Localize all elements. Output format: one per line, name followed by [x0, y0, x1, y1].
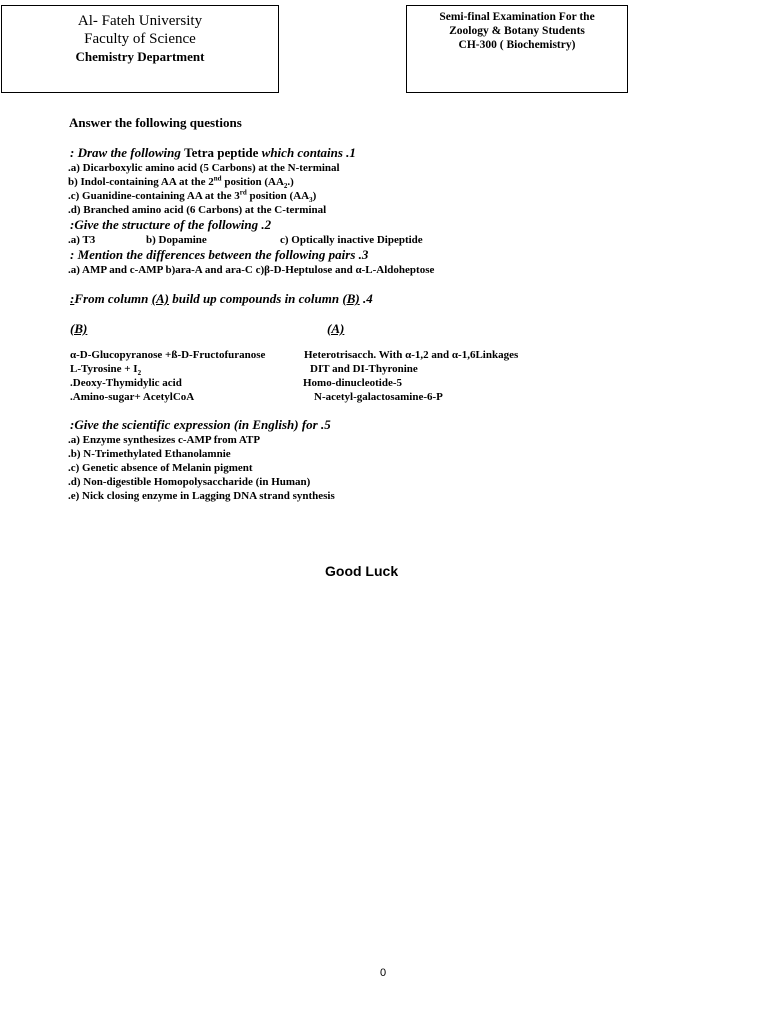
q4-row-2-b-sub: 2 [137, 369, 142, 378]
university-name: Al- Fateh University [77, 13, 203, 29]
column-a-heading: (A) [327, 321, 345, 336]
q1-b-text: b) Indol-containing AA at the 2 [68, 176, 214, 188]
exam-title-line2: Zoology & Botany Students [449, 25, 585, 37]
q4-row-4-b: .Amino-sugar+ AcetylCoA [70, 391, 195, 403]
exam-title-line1: Semi-final Examination For the [439, 11, 595, 23]
q1-item-b [68, 176, 294, 189]
q2-item-b: b) Dopamine [146, 234, 207, 246]
faculty-name: Faculty of Science [84, 31, 196, 47]
q2-item-c: c) Optically inactive Dipeptide [280, 234, 423, 246]
exam-course-code: CH-300 ( Biochemistry) [458, 39, 576, 51]
good-luck-text: Good Luck [325, 563, 399, 579]
q3-items: .a) AMP and c-AMP b)ara-A and ara-C c)β-D-Heptulose and α-L-Aldoheptose [68, 264, 435, 276]
q4-text2: build up compounds in column [168, 291, 343, 306]
q4-row-4-a: N-acetyl-galactosamine-6-P [314, 391, 443, 403]
q5-item-d: .d) Non-digestible Homopolysaccharide (in Human) [68, 476, 311, 488]
q4-row-1-b: α-D-Glucopyranose +ß-D-Fructofuranose [70, 349, 266, 361]
q1-c-sup: rd [239, 188, 247, 197]
exam-header-box [406, 5, 628, 93]
q4-pre: : [70, 291, 75, 306]
q1-c-mid: position (AA [246, 190, 310, 202]
question-3-title: : Mention the differences between the following pairs .3 [70, 247, 369, 262]
q4-col-b-ref: (B) [342, 291, 360, 306]
q4-col-a-ref: (A) [151, 291, 169, 306]
q4-text1: From column [74, 291, 152, 306]
q1-item-a: .a) Dicarboxylic amino acid (5 Carbons) at the N-terminal [68, 162, 340, 174]
instructions-heading: Answer the following questions [69, 115, 242, 130]
q5-item-b: .b) N-Trimethylated Ethanolamnie [68, 448, 231, 460]
q1-c-text: .c) Guanidine-containing AA at the 3 [68, 190, 240, 202]
university-header-box [1, 5, 279, 93]
q4-num: .4 [359, 291, 373, 306]
column-b-heading: (B) [70, 321, 88, 336]
q4-row-3-a: Homo-dinucleotide-5 [303, 377, 402, 389]
q1-prefix: : Draw the following [70, 145, 185, 160]
q4-row-2-b [70, 363, 141, 376]
q1-b-sup: nd [213, 174, 222, 183]
question-4-title [70, 292, 373, 305]
q2-item-a: .a) T3 [68, 234, 96, 246]
q4-row-3-b: .Deoxy-Thymidylic acid [70, 377, 182, 389]
q1-item-d: .d) Branched amino acid (6 Carbons) at the C-terminal [68, 204, 327, 216]
q1-middle: Tetra peptide [184, 145, 262, 160]
q4-row-1-a: Heterotrisacch. With α-1,2 and α-1,6Linkages [304, 349, 519, 361]
q1-b-sub: 2 [283, 182, 288, 191]
q5-item-a: .a) Enzyme synthesizes c-AMP from ATP [68, 434, 261, 446]
q5-item-e: .e) Nick closing enzyme in Lagging DNA strand synthesis [68, 490, 335, 502]
question-5-title: :Give the scientific expression (in English) for .5 [70, 417, 331, 432]
question-2-title: :Give the structure of the following .2 [70, 217, 272, 232]
q4-row-2-a: DIT and DI-Thyronine [310, 363, 418, 375]
q5-item-c: .c) Genetic absence of Melanin pigment [68, 462, 253, 474]
page-number: 0 [380, 967, 387, 979]
department-name: Chemistry Department [75, 49, 205, 64]
q1-suffix: which contains .1 [261, 145, 356, 160]
q1-b-end: .) [287, 176, 294, 188]
question-1-title [70, 146, 356, 159]
q1-c-sub: 3 [309, 196, 313, 205]
q1-c-end: ) [312, 190, 317, 202]
q1-b-mid: position (AA [221, 176, 284, 188]
q1-item-c [68, 190, 316, 203]
q4-row-2-b-text: L-Tyrosine + I [70, 363, 138, 375]
